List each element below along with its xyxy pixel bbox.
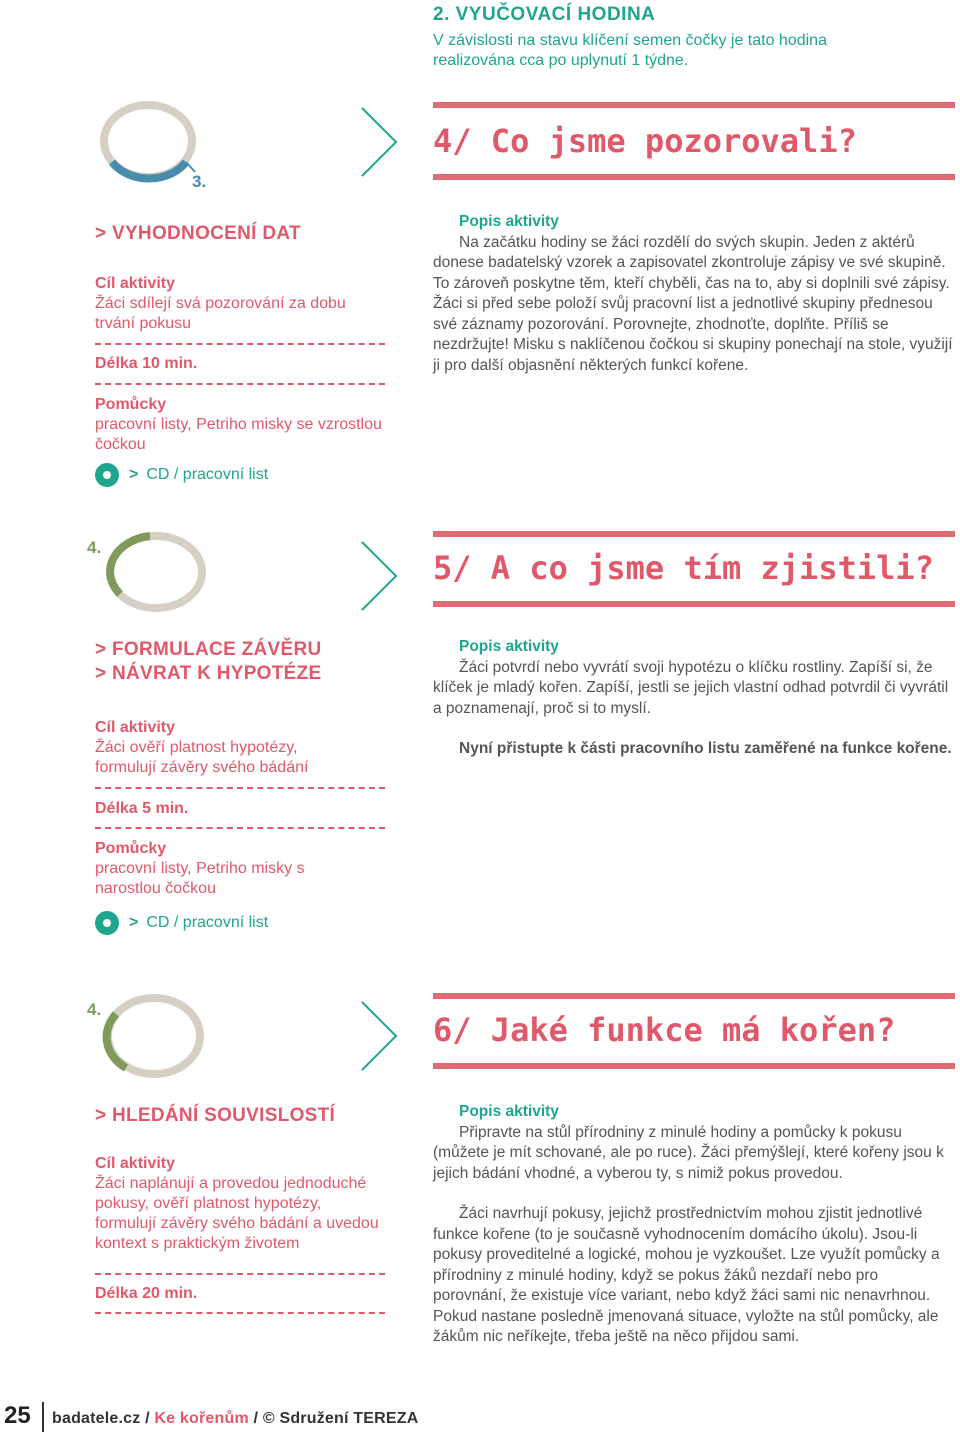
divider: [95, 383, 385, 385]
divider: [95, 1312, 385, 1314]
tools-label: Pomůcky: [95, 840, 167, 857]
side-heading: > NÁVRAT K HYPOTÉZE: [95, 663, 322, 684]
desc-label: Popis aktivity: [459, 638, 559, 655]
tools-label: Pomůcky: [95, 396, 167, 413]
chevron-right-icon: >: [129, 466, 139, 483]
duration: Délka 5 min.: [95, 800, 189, 817]
section-bar-top: [433, 102, 955, 108]
desc-text: Připravte na stůl přírodniny z minulé hodiny a pomůcky k pokusu (můžete je mít schované, ale po ruce). Žáci přemýšlejí, které kořeny jsou k jejich bádání vhodné, a vyberou ty, s nimiž pokus provedou.: [433, 1123, 944, 1182]
phase-number: 4.: [87, 538, 102, 557]
section-bar-top: [433, 993, 955, 999]
section-title: 6/ Jaké funkce má kořen?: [433, 1011, 896, 1049]
section-bar-top: [433, 531, 955, 537]
desc-text: Žáci navrhují pokusy, jejichž prostřednictvím mohou zjistit jednotlivé funkce kořene (to je současně vyhodnocením domácího úkolu). Jsou-li pokusy proveditelné a logické, mohou je vyzkoušet. Lze využít pomůcky a přírodniny z minulé hodiny, když se pokus žáků nezdaří nebo pro porovnání, že existuje více variant, nebo když žáci sami nic nenavrhnou. Pokud nastane posledně jmenovaná situace, vyložte na stůl pomůcky, ale žákům nic neříkejte, třeba ještě na něco přijdou sami.: [433, 1205, 940, 1345]
cd-link-label: CD / pracovní list: [146, 914, 269, 931]
activity-description: [433, 212, 955, 376]
tools-text: pracovní listy, Petriho misky s narostlou čočkou: [95, 860, 305, 897]
phase-number: 4.: [87, 1000, 102, 1019]
footer-booklet: Ke kořenům: [154, 1410, 249, 1427]
desc-label: Popis aktivity: [459, 1103, 559, 1120]
section-bar-bottom: [433, 1063, 955, 1069]
activity-description: [433, 1102, 955, 1348]
chevron-right-icon: [360, 1000, 400, 1072]
cd-link[interactable]: [95, 462, 268, 488]
side-heading: > HLEDÁNÍ SOUVISLOSTÍ: [95, 1105, 336, 1126]
divider: [95, 343, 385, 345]
section-title: 5/ A co jsme tím zjistili?: [433, 549, 934, 587]
chevron-right-icon: [360, 540, 400, 612]
phase-number: 3.: [192, 172, 207, 191]
footer-copyright: © Sdružení TEREZA: [262, 1410, 419, 1427]
cycle-ring-icon: [98, 990, 218, 1086]
goal-text: Žáci sdílejí svá pozorování za dobu trvání pokusu: [95, 295, 346, 332]
chevron-right-icon: >: [129, 914, 139, 931]
tools-text: pracovní listy, Petriho misky se vzrostlou čočkou: [95, 416, 382, 453]
lesson-title: 2. VYUČOVACÍ HODINA: [433, 4, 656, 25]
goal-text: Žáci naplánují a provedou jednoduché pokusy, ověří platnost hypotézy, formulují závěry svého bádání a uvedou kontext s praktickým životem: [95, 1175, 379, 1252]
goal-label: Cíl aktivity: [95, 1155, 176, 1172]
section-title: 4/ Co jsme pozorovali?: [433, 122, 857, 160]
activity-description: [433, 637, 955, 760]
side-heading: > VYHODNOCENÍ DAT: [95, 223, 301, 244]
cycle-ring-icon: [100, 528, 216, 620]
footer-separator: /: [140, 1410, 155, 1427]
goal-label: Cíl aktivity: [95, 719, 176, 736]
divider: [95, 787, 385, 789]
footer-separator: /: [248, 1410, 263, 1427]
duration: Délka 10 min.: [95, 355, 198, 372]
duration: Délka 20 min.: [95, 1285, 198, 1302]
footer-divider: [42, 1402, 44, 1432]
divider: [95, 1273, 385, 1275]
goal-label: Cíl aktivity: [95, 275, 176, 292]
cd-link-label: CD / pracovní list: [146, 466, 269, 483]
footer-credits: [52, 1410, 418, 1428]
section-bar-bottom: [433, 601, 955, 607]
desc-text: Žáci potvrdí nebo vyvrátí svoji hypotézu o klíčku rostliny. Zapíší si, že klíček je mladý kořen. Zapíší, jestli se jejich vlastní odhad potvrdil či vyvrátil a poznamenají, proč si to myslí.: [433, 658, 949, 717]
chevron-right-icon: [360, 106, 400, 178]
lesson-note: V závislosti na stavu klíčení semen čočky je tato hodina realizována cca po uplynutí 1 týdne.: [433, 32, 827, 69]
section-bar-bottom: [433, 174, 955, 180]
cd-disc-icon: [95, 463, 119, 487]
side-heading: > FORMULACE ZÁVĚRU: [95, 639, 322, 660]
desc-label: Popis aktivity: [459, 213, 559, 230]
divider: [95, 827, 385, 829]
cd-link[interactable]: [95, 910, 268, 936]
cd-disc-icon: [95, 911, 119, 935]
desc-bold: Nyní přistupte k části pracovního listu zaměřené na funkce kořene.: [459, 740, 952, 757]
desc-text: Na začátku hodiny se žáci rozdělí do svých skupin. Jeden z aktérů donese badatelský vzorek a zapisovatel zkontroluje zápisy ve své skupině. To zároveň poskytne těm, kteří chyběli, čas na to, aby si doplnili své zápisy. Žáci si před sebe položí svůj pracovní list a jednotlivé skupiny přednesou své záznamy pozorování. Porovnejte, zhodnoťte, doplňte. Příliš se nezdržujte! Misku s naklíčenou čočkou si skupiny ponechají na stole, využijí ji pro další objasnění některých funkcí kořene.: [433, 233, 953, 374]
footer-site-link[interactable]: badatele.cz: [52, 1410, 141, 1427]
goal-text: Žáci ověří platnost hypotézy, formulují závěry svého bádání: [95, 739, 309, 776]
page-number: 25: [4, 1402, 31, 1429]
